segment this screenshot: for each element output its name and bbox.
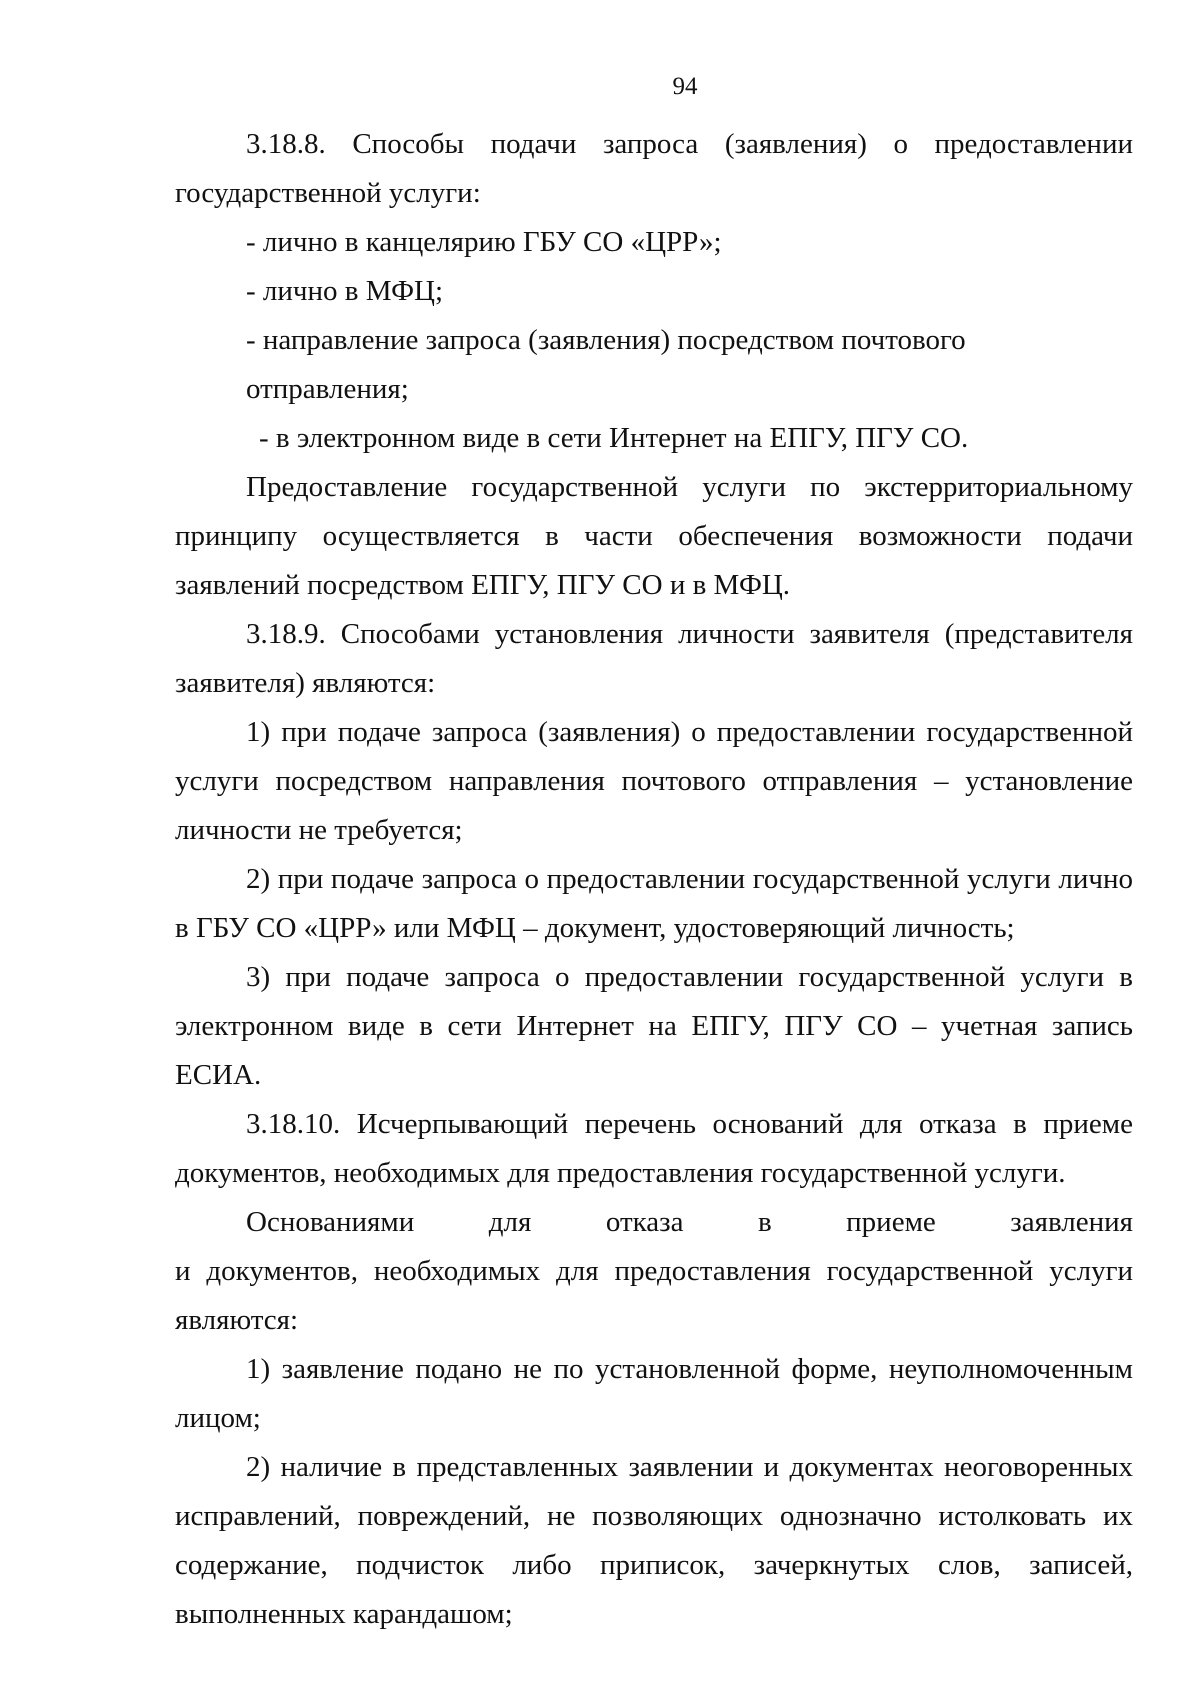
list-item-mfc: - лично в МФЦ; — [246, 275, 444, 307]
page-number: 94 — [672, 73, 698, 100]
list-item-post: - направление запроса (заявления) посредством почтового отправления; — [246, 324, 966, 405]
paragraph-identity-2: 2) при подаче запроса о предоставлении государственной услуги лично в ГБУ СО «ЦРР» или МФЦ – документ, удостоверяющий личность; — [175, 863, 1133, 944]
paragraph-3-18-10: 3.18.10. Исчерпывающий перечень оснований для отказа в приеме документов, необходимых для предоставления государственной услуги. — [175, 1108, 1133, 1189]
paragraph-identity-1: 1) при подаче запроса (заявления) о предоставлении государственной услуги посредством направления почтового отправления – установление личности не требуется; — [175, 716, 1133, 846]
paragraph-identity-3: 3) при подаче запроса о предоставлении государственной услуги в электронном виде в сети Интернет на ЕПГУ, ПГУ СО – учетная запись ЕСИА. — [175, 961, 1133, 1091]
list-item-electronic: - в электронном виде в сети Интернет на ЕПГУ, ПГУ СО. — [259, 422, 969, 454]
list-item-office: - лично в канцелярию ГБУ СО «ЦРР»; — [246, 226, 722, 258]
paragraph-grounds-line2: и документов, необходимых для предоставления государственной услуги являются: — [175, 1255, 1133, 1336]
paragraph-ground-2: 2) наличие в представленных заявлении и документах неоговоренных исправлений, повреждений, не позволяющих однозначно истолковать их содержание, подчисток либо приписок, зачеркнутых слов, записей, выполненных карандашом; — [175, 1451, 1133, 1630]
paragraph-3-18-9: 3.18.9. Способами установления личности заявителя (представителя заявителя) являются: — [175, 618, 1133, 699]
paragraph-grounds-line1: Основаниями для отказа в приеме заявления — [246, 1206, 1133, 1238]
document-body — [175, 120, 1133, 1639]
paragraph-3-18-8: 3.18.8. Способы подачи запроса (заявления) о предоставлении государственной услуги: — [175, 128, 1133, 209]
paragraph-extraterritorial: Предоставление государственной услуги по экстерриториальному принципу осуществляется в части обеспечения возможности подачи заявлений посредством ЕПГУ, ПГУ СО и в МФЦ. — [175, 471, 1133, 601]
paragraph-ground-1: 1) заявление подано не по установленной форме, неуполномоченным лицом; — [175, 1353, 1133, 1434]
